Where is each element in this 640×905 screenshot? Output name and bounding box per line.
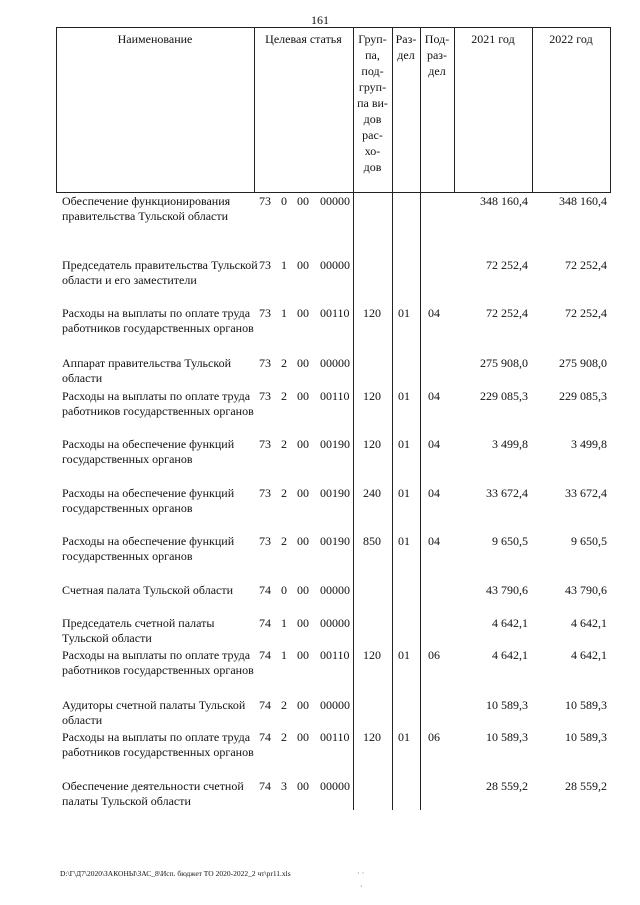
header-section: Раз- дел — [395, 32, 417, 62]
row-name: Аппарат правительства Тульской области — [62, 356, 232, 385]
code-c: 00 — [297, 616, 309, 630]
value-2021: 72 252,4 — [486, 258, 528, 272]
row-name: Расходы на обеспечение функций государственных органов — [62, 486, 235, 515]
subsection-code: 04 — [428, 306, 440, 320]
column-divider — [532, 27, 533, 192]
header-group: Груп- па, под- груп- па ви- дов рас- хо- дов — [357, 32, 388, 174]
code-b: 1 — [281, 306, 287, 320]
row-name: Расходы на обеспечение функций государственных органов — [62, 534, 235, 563]
code-d: 00190 — [320, 437, 350, 451]
group-code: 240 — [363, 486, 381, 500]
code-a: 73 — [259, 534, 271, 548]
value-2021: 33 672,4 — [486, 486, 528, 500]
column-divider — [454, 27, 455, 192]
code-b: 0 — [281, 194, 287, 208]
header-subsection: Под- раз- дел — [424, 32, 450, 78]
subsection-code: 04 — [428, 437, 440, 451]
code-c: 00 — [297, 486, 309, 500]
row-name: Обеспечение деятельности счетной палаты Тульской области — [62, 779, 244, 808]
section-code: 01 — [398, 437, 410, 451]
code-d: 00000 — [320, 698, 350, 712]
code-c: 00 — [297, 194, 309, 208]
code-a: 74 — [259, 616, 271, 630]
code-d: 00000 — [320, 779, 350, 793]
group-code: 120 — [363, 648, 381, 662]
code-b: 2 — [281, 356, 287, 370]
code-c: 00 — [297, 583, 309, 597]
code-c: 00 — [297, 306, 309, 320]
code-b: 0 — [281, 583, 287, 597]
code-a: 73 — [259, 194, 271, 208]
file-path-footer: D:\Г\Д7\2020\ЗАКОНЫ\ЗАС_8\Исп. бюджет ТО 2020-2022_2 чт\pr11.xls — [60, 869, 291, 878]
code-b: 1 — [281, 648, 287, 662]
code-d: 00190 — [320, 486, 350, 500]
code-a: 74 — [259, 648, 271, 662]
section-code: 01 — [398, 648, 410, 662]
code-b: 2 — [281, 730, 287, 744]
value-2022: 43 790,6 — [565, 583, 607, 597]
code-c: 00 — [297, 437, 309, 451]
group-code: 120 — [363, 389, 381, 403]
code-d: 00110 — [320, 648, 350, 662]
row-name: Обеспечение функционирования правительства Тульской области — [62, 194, 231, 223]
page-number: 161 — [311, 13, 329, 27]
code-a: 73 — [259, 389, 271, 403]
value-2021: 10 589,3 — [486, 698, 528, 712]
section-code: 01 — [398, 306, 410, 320]
value-2021: 28 559,2 — [486, 779, 528, 793]
header-bottom-rule — [56, 192, 611, 193]
table-border-left — [56, 27, 57, 192]
value-2022: 10 589,3 — [565, 730, 607, 744]
row-name: Расходы на выплаты по оплате труда работников государственных органов — [62, 306, 254, 335]
value-2022: 275 908,0 — [559, 356, 607, 370]
group-code: 120 — [363, 437, 381, 451]
scan-mark: · — [360, 882, 363, 891]
value-2021: 10 589,3 — [486, 730, 528, 744]
value-2022: 33 672,4 — [565, 486, 607, 500]
code-b: 3 — [281, 779, 287, 793]
section-code: 01 — [398, 534, 410, 548]
row-name: Расходы на обеспечение функций государственных органов — [62, 437, 235, 466]
header-2021: 2021 год — [471, 32, 515, 46]
code-b: 2 — [281, 698, 287, 712]
value-2022: 4 642,1 — [571, 616, 607, 630]
code-c: 00 — [297, 389, 309, 403]
code-b: 1 — [281, 616, 287, 630]
header-name: Наименование — [117, 32, 193, 46]
row-name: Аудиторы счетной палаты Тульской области — [62, 698, 246, 727]
subsection-code: 06 — [428, 730, 440, 744]
value-2022: 4 642,1 — [571, 648, 607, 662]
header-target: Целевая статья — [265, 32, 342, 46]
code-d: 00110 — [320, 389, 350, 403]
table-border-right — [610, 27, 611, 192]
code-d: 00190 — [320, 534, 350, 548]
value-2022: 72 252,4 — [565, 258, 607, 272]
code-a: 73 — [259, 486, 271, 500]
code-d: 00110 — [320, 306, 350, 320]
column-divider — [420, 27, 421, 810]
subsection-code: 04 — [428, 486, 440, 500]
value-2021: 4 642,1 — [492, 616, 528, 630]
value-2022: 72 252,4 — [565, 306, 607, 320]
header-2022: 2022 год — [549, 32, 593, 46]
value-2021: 275 908,0 — [480, 356, 528, 370]
code-c: 00 — [297, 534, 309, 548]
value-2021: 4 642,1 — [492, 648, 528, 662]
value-2021: 9 650,5 — [492, 534, 528, 548]
code-a: 74 — [259, 583, 271, 597]
code-c: 00 — [297, 258, 309, 272]
group-code: 850 — [363, 534, 381, 548]
row-name: Председатель счетной палаты Тульской области — [62, 616, 215, 645]
code-a: 74 — [259, 730, 271, 744]
value-2022: 3 499,8 — [571, 437, 607, 451]
subsection-code: 04 — [428, 389, 440, 403]
code-b: 2 — [281, 437, 287, 451]
code-d: 00000 — [320, 583, 350, 597]
value-2021: 229 085,3 — [480, 389, 528, 403]
section-code: 01 — [398, 389, 410, 403]
code-a: 74 — [259, 779, 271, 793]
code-c: 00 — [297, 698, 309, 712]
subsection-code: 06 — [428, 648, 440, 662]
budget-table — [56, 27, 611, 810]
column-divider — [254, 27, 255, 192]
section-code: 01 — [398, 730, 410, 744]
table-border-top — [56, 27, 611, 28]
code-d: 00000 — [320, 616, 350, 630]
value-2021: 3 499,8 — [492, 437, 528, 451]
row-name: Расходы на выплаты по оплате труда работников государственных органов — [62, 648, 254, 677]
value-2022: 229 085,3 — [559, 389, 607, 403]
column-divider — [392, 27, 393, 810]
code-b: 1 — [281, 258, 287, 272]
code-c: 00 — [297, 730, 309, 744]
value-2021: 43 790,6 — [486, 583, 528, 597]
code-a: 73 — [259, 258, 271, 272]
value-2022: 9 650,5 — [571, 534, 607, 548]
value-2022: 348 160,4 — [559, 194, 607, 208]
code-c: 00 — [297, 356, 309, 370]
code-a: 73 — [259, 356, 271, 370]
section-code: 01 — [398, 486, 410, 500]
scan-mark: · · — [357, 869, 365, 878]
row-name: Счетная палата Тульской области — [62, 583, 234, 597]
code-b: 2 — [281, 389, 287, 403]
row-name: Расходы на выплаты по оплате труда работников государственных органов — [62, 730, 254, 759]
code-c: 00 — [297, 779, 309, 793]
code-d: 00000 — [320, 356, 350, 370]
code-b: 2 — [281, 486, 287, 500]
code-a: 73 — [259, 306, 271, 320]
code-a: 74 — [259, 698, 271, 712]
row-name: Председатель правительства Тульской области и его заместители — [62, 258, 258, 287]
subsection-code: 04 — [428, 534, 440, 548]
code-d: 00000 — [320, 258, 350, 272]
code-c: 00 — [297, 648, 309, 662]
code-d: 00110 — [320, 730, 350, 744]
code-d: 00000 — [320, 194, 350, 208]
value-2022: 28 559,2 — [565, 779, 607, 793]
value-2022: 10 589,3 — [565, 698, 607, 712]
row-name: Расходы на выплаты по оплате труда работников государственных органов — [62, 389, 254, 418]
code-b: 2 — [281, 534, 287, 548]
group-code: 120 — [363, 306, 381, 320]
value-2021: 72 252,4 — [486, 306, 528, 320]
code-a: 73 — [259, 437, 271, 451]
value-2021: 348 160,4 — [480, 194, 528, 208]
group-code: 120 — [363, 730, 381, 744]
